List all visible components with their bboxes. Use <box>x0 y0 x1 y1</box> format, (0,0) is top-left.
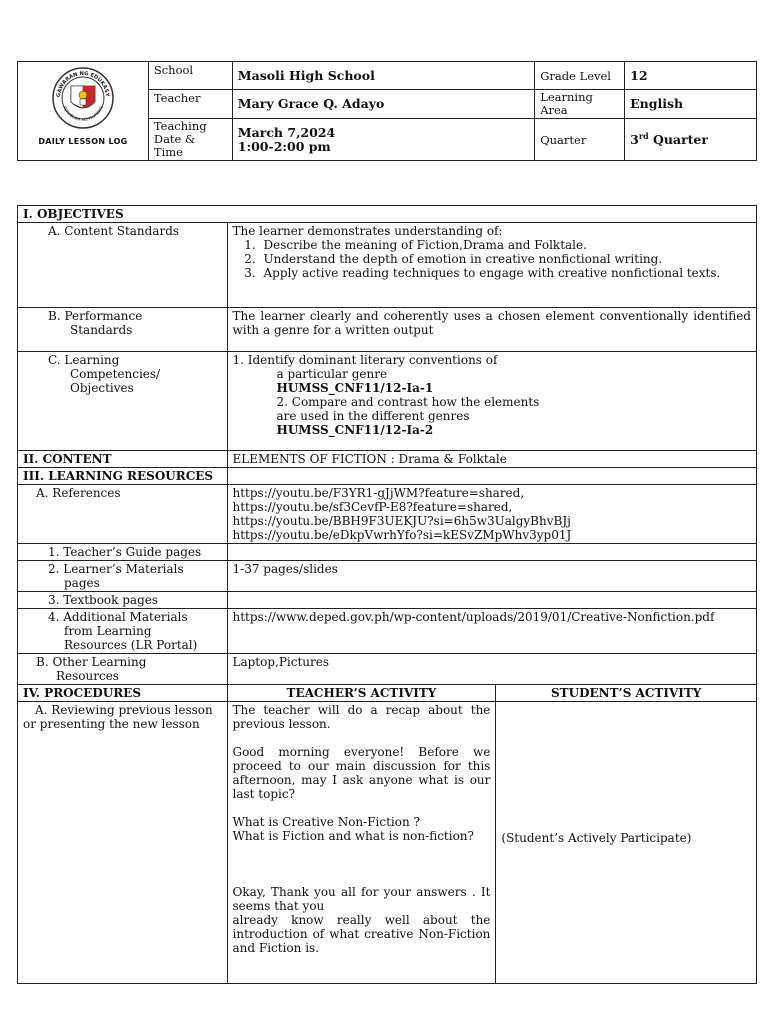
learning-area-label: Learning Area <box>535 90 625 119</box>
deped-seal-icon <box>51 66 115 130</box>
list-item: 2. Understand the depth of emotion in creative nonfictional writing. <box>260 252 752 266</box>
lesson-log-table <box>17 205 757 984</box>
log-title: DAILY LESSON LOG <box>38 137 128 146</box>
other-resources-label: B. Other Learning Resources <box>18 654 228 685</box>
reference-link[interactable]: https://youtu.be/BBH9F3UEKJU?si=6h5w3UalgyBhvBJj <box>232 514 571 528</box>
reference-link[interactable]: https://youtu.be/eDkpVwrhYfo?si=kESvZMpWhv3yp01J <box>232 528 572 542</box>
list-item: 3. Apply active reading techniques to engage with creative nonfictional texts. <box>260 266 752 280</box>
teacher-value: Mary Grace Q. Adayo <box>232 90 534 119</box>
objectives-heading: I. OBJECTIVES <box>18 206 757 223</box>
learners-materials-value: 1-37 pages/slides <box>227 561 757 592</box>
other-resources-value: Laptop,Pictures <box>227 654 757 685</box>
procedures-heading: IV. PROCEDURES <box>18 685 228 702</box>
date-label: Teaching Date & Time <box>148 119 232 161</box>
svg-text:REPUBLIKA NG PILIPINAS: REPUBLIKA NG PILIPINAS <box>62 105 104 123</box>
references-cell <box>227 485 757 544</box>
quarter-label: Quarter <box>535 119 625 161</box>
teachers-guide-label: 1. Teacher’s Guide pages <box>18 544 228 561</box>
resources-heading: III. LEARNING RESOURCES <box>18 468 228 485</box>
learning-area-value: English <box>625 90 757 119</box>
learners-materials-label: 2. Learner’s Materials pages <box>18 561 228 592</box>
teacher-activity-cell: The teacher will do a recap about the previous lesson. Good morning everyone! Before we proceed to our main discussion for this afternoon, may I ask anyone what is our last topic? What is Creative Non-Fiction ? What is Fiction and what is non-fiction? Okay, Thank you all for your answers . It seems that you already know really well about the introduction of what creative Non-Fiction and Fiction is. <box>227 702 496 984</box>
header-table <box>17 61 757 161</box>
quarter-value: 3rd Quarter <box>625 119 757 161</box>
competency-code: HUMSS_CNF11/12-Ia-1 <box>276 381 434 395</box>
competencies-cell: 1. Identify dominant literary conventions of a particular genre HUMSS_CNF11/12-Ia-1 2. Compare and contrast how the elements are used in the different genres HUMSS_CNF11/12-Ia-2 <box>227 352 757 451</box>
competencies-label: C. Learning Competencies/ Objectives <box>18 352 228 451</box>
competency-code: HUMSS_CNF11/12-Ia-2 <box>276 423 434 437</box>
student-response: (Student’s Actively Participate) <box>501 830 692 845</box>
content-standards-cell <box>227 223 757 308</box>
school-value: Masoli High School <box>232 62 534 90</box>
grade-value: 12 <box>625 62 757 90</box>
textbook-label: 3. Textbook pages <box>18 592 228 609</box>
reviewing-lesson-label: A. Reviewing previous lesson or presenting the new lesson <box>18 702 228 984</box>
content-standards-label: A. Content Standards <box>18 223 228 308</box>
performance-text: The learner clearly and coherently uses a chosen element conventionally identified with a genre for a written output <box>227 308 757 352</box>
performance-label: B. Performance Standards <box>18 308 228 352</box>
student-activity-cell <box>496 702 757 984</box>
content-standards-intro: The learner demonstrates understanding of: <box>232 224 503 238</box>
time-value: 1:00-2:00 pm <box>237 138 331 154</box>
date-time-value <box>232 119 534 161</box>
svg-text:KAGAWARAN NG EDUKASYON: GAWARAN NG EDUKASY <box>55 70 110 98</box>
reference-link[interactable]: https://youtu.be/F3YR1-gJjWM?feature=shared, <box>232 486 525 500</box>
grade-label: Grade Level <box>535 62 625 90</box>
reference-link[interactable]: https://youtu.be/sf3CevfP-E8?feature=shared, <box>232 500 513 514</box>
content-standards-list <box>233 238 752 280</box>
school-label: School <box>148 62 232 90</box>
additional-materials-link[interactable]: https://www.deped.gov.ph/wp-content/uploads/2019/01/Creative-Nonfiction.pdf <box>227 609 757 654</box>
student-activity-heading: STUDENT’S ACTIVITY <box>496 685 757 702</box>
teacher-label: Teacher <box>148 90 232 119</box>
teacher-activity-heading: TEACHER’S ACTIVITY <box>227 685 496 702</box>
logo-cell <box>18 62 149 161</box>
list-item: 1. Describe the meaning of Fiction,Drama and Folktale. <box>260 238 752 252</box>
references-label: A. References <box>18 485 228 544</box>
date-value: March 7,2024 <box>237 124 336 140</box>
content-value: ELEMENTS OF FICTION : Drama & Folktale <box>227 451 757 468</box>
additional-materials-label: 4. Additional Materials from Learning Resources (LR Portal) <box>18 609 228 654</box>
content-heading: II. CONTENT <box>18 451 228 468</box>
